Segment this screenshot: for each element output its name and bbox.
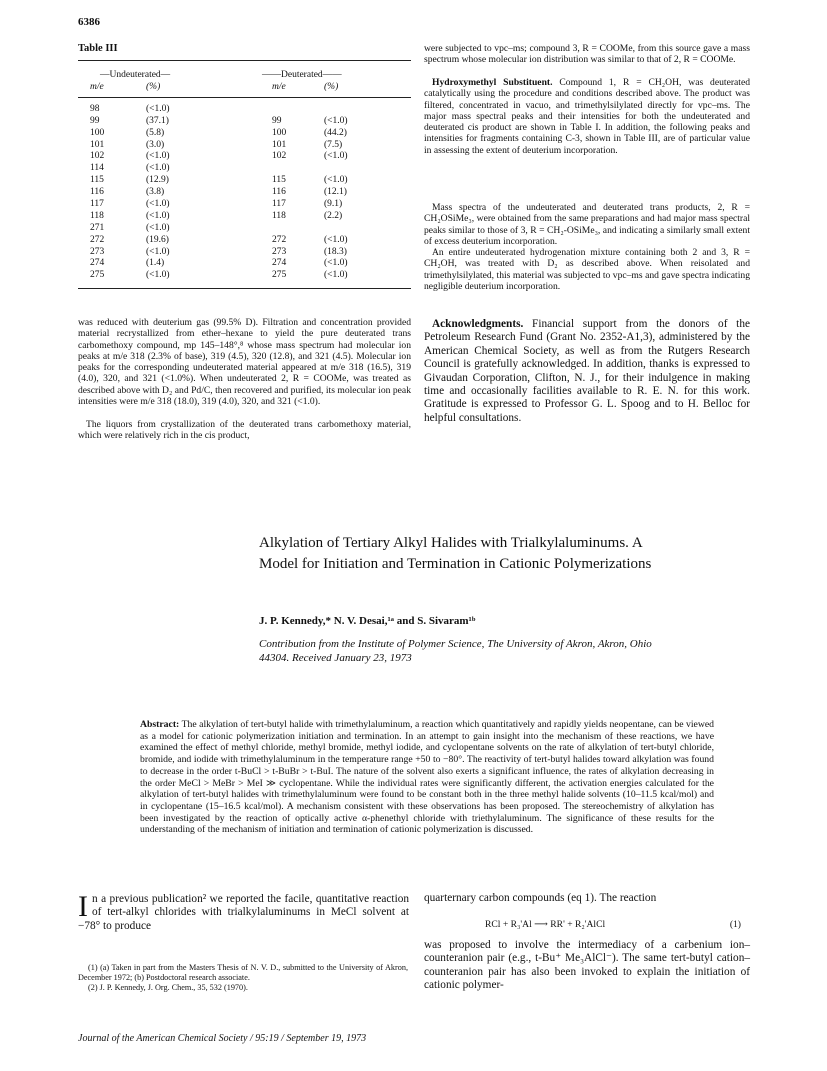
- table-cell: 99: [272, 115, 282, 126]
- table-cell: (1.4): [146, 258, 165, 269]
- table-cell: (<1.0): [324, 258, 348, 269]
- table-row: [84, 211, 409, 223]
- table-cell: (<1.0): [324, 115, 348, 126]
- table-row: [84, 235, 409, 247]
- journal-footer: Journal of the American Chemical Society / 95:19 / September 19, 1973: [78, 1033, 367, 1044]
- left-paragraph-2: The liquors from crystallization of the deuterated trans carbomethoxy material, which were relatively rich in the cis product,: [78, 419, 411, 442]
- intro-right-2: was proposed to involve the intermediacy of a carbenium ion–counteranion pair (e.g., t-Bu⁺ Me₃AlCl⁻). The same tert-butyl cation–counteranion pair has also been invoked to explain the initiation of cationic polymer-: [424, 939, 750, 992]
- equation-number: (1): [729, 919, 741, 930]
- table-cell: 98: [90, 103, 100, 114]
- footnote-1: (1) (a) Taken in part from the Masters Thesis of N. V. D., submitted to the University of Akron, December 1972; (b) Postdoctoral research associate.: [78, 963, 408, 982]
- table-group-header: [84, 70, 409, 82]
- table-cell: 99: [90, 115, 100, 126]
- table-row: [84, 140, 409, 152]
- table-cell: (<1.0): [146, 163, 170, 174]
- table-cell: (<1.0): [146, 151, 170, 162]
- intro-right-1: quarternary carbon compounds (eq 1). The reaction: [424, 892, 657, 904]
- table-iii: [84, 70, 409, 282]
- acknowledgments-text: Financial support from the donors of the Petroleum Research Fund (Grant No. 2352-A1,3), administered by the American Chemical Society, as well as from the Rutgers Research Council is gratefully acknowledged. In addition, thanks is expressed to Givaudan Corporation, Clifton, N. J., for their indulgence in making time and occasionally facilities available to R. E. N. for this work. Gratitude is expressed to Professor G. L. Spoog and to H. Belloc for helpful consultations.: [424, 318, 750, 424]
- table-cell: (2.2): [324, 210, 343, 221]
- table-cell: 100: [90, 127, 105, 138]
- table-cell: 101: [272, 139, 287, 150]
- table-cell: (7.5): [324, 139, 343, 150]
- table-cell: (37.1): [146, 115, 169, 126]
- table-row: [84, 223, 409, 235]
- table-cell: (3.8): [146, 187, 165, 198]
- table-cell: (<1.0): [324, 151, 348, 162]
- table-row: [84, 151, 409, 163]
- table-cell: (44.2): [324, 127, 347, 138]
- right-paragraph-4: An entire undeuterated hydrogenation mixture containing both 2 and 3, R = CH₂OH, was treated with D₂ as described above. When reisolated and trimethylsilylated, this material was subjected to vpc–ms and gave spectra indicating negligible deuterium incorporation.: [424, 247, 750, 292]
- table-cell: (<1.0): [324, 270, 348, 281]
- table-title: Table III: [78, 43, 118, 54]
- table-cell: 275: [272, 270, 287, 281]
- table-cell: 114: [90, 163, 104, 174]
- hydroxymethyl-heading: Hydroxymethyl Substituent.: [432, 77, 553, 88]
- table-cell: 118: [90, 210, 104, 221]
- table-cell: 115: [90, 175, 104, 186]
- table-cell: (<1.0): [146, 246, 170, 257]
- header-me-1: m/e: [90, 82, 104, 92]
- table-row: [84, 187, 409, 199]
- abstract-heading: Abstract:: [140, 719, 180, 730]
- table-row: [84, 116, 409, 128]
- table-row: [84, 199, 409, 211]
- right-paragraph-2: [424, 77, 750, 156]
- table-cell: 116: [272, 187, 286, 198]
- equation-1: [485, 919, 741, 930]
- table-cell: (19.6): [146, 234, 169, 245]
- table-cell: (12.1): [324, 187, 347, 198]
- table-cell: (<1.0): [146, 270, 170, 281]
- hydroxymethyl-text: Compound 1, R = CH₂OH, was deuterated catalytically using the procedure and conditions described above. The product was filtered, concentrated in vacuo, and trimethylsilylated directly for vpc–ms. The major mass spectral peaks and their intensities for both the undeuterated and deuterated cis product are shown in Table I. In addition, the following peaks and intensities for fragments containing C-3, shown in Table III, are of particular value in assessing the extent of deuterium incorporation.: [424, 77, 750, 156]
- acknowledgments-heading: Acknowledgments.: [432, 318, 524, 330]
- table-cell: (18.3): [324, 246, 347, 257]
- table-cell: 117: [272, 199, 286, 210]
- table-cell: (<1.0): [146, 103, 170, 114]
- left-paragraph-1: was reduced with deuterium gas (99.5% D). Filtration and concentration provided material recrystallized from ether–hexane to yield the pure deuterated trans carbomethoxy compound, mp 145–148°,⁸ whose mass spectrum had molecular ion peaks at m/e 318 (2.3% of base), 319 (4.5), 320 (12.8), and 321 (4.5). Molecular ion peaks for the corresponding undeuterated material appeared at m/e 318 (16.5), 319 (4.0), 320, and 321 (<1.0%). When undeuterated 2, R = COOMe, was treated as described above with D₂ and Pd/C, then recovered and purified, its molecular ion peak intensities were m/e 318 (18.0), 319 (4.0), 320, and 321 (<1.0).: [78, 317, 411, 408]
- table-header-row: [84, 82, 409, 94]
- table-bottom-rule: [78, 288, 411, 289]
- footnote-2: (2) J. P. Kennedy, J. Org. Chem., 35, 532 (1970).: [88, 982, 248, 992]
- table-row: [84, 247, 409, 259]
- table-cell: 272: [272, 234, 287, 245]
- table-cell: (<1.0): [324, 175, 348, 186]
- table-cell: (12.9): [146, 175, 169, 186]
- acknowledgments: [424, 318, 750, 425]
- header-me-2: m/e: [272, 82, 286, 92]
- table-cell: 275: [90, 270, 105, 281]
- table-row: [84, 104, 409, 116]
- table-cell: (9.1): [324, 199, 343, 210]
- group-deuterated: ——Deuterated——: [262, 70, 342, 80]
- table-cell: (<1.0): [324, 234, 348, 245]
- right-paragraph-3: Mass spectra of the undeuterated and deuterated trans products, 2, R = CH₂OSiMe₃, were obtained from the same preparations and had major mass spectral peaks similar to those of 3, R = CH₂-OSiMe₃, and indicating a similarly small extent of excess deuterium incorporation.: [424, 202, 750, 247]
- header-pct-2: (%): [324, 82, 339, 92]
- intro-left: [78, 890, 409, 933]
- right-paragraph-1: were subjected to vpc–ms; compound 3, R = COOMe, from this source gave a mass spectrum whose molecular ion distribution was similar to that of 2, R = COOMe.: [424, 43, 750, 66]
- group-undeuterated: —Undeuterated—: [100, 70, 171, 80]
- table-cell: 273: [90, 246, 105, 257]
- table-row: [84, 175, 409, 187]
- article-affiliation: Contribution from the Institute of Polymer Science, The University of Akron, Akron, Ohio 44304. Received January 23, 1973: [259, 638, 652, 664]
- table-cell: 274: [272, 258, 287, 269]
- table-cell: 115: [272, 175, 286, 186]
- table-top-rule: [78, 60, 411, 61]
- footnotes: [78, 963, 408, 992]
- equation-text: RCl + R₃'Al ⟶ RR' + R₂'AlCl: [485, 919, 606, 930]
- table-row: [84, 128, 409, 140]
- table-cell: 271: [90, 222, 105, 233]
- table-cell: (3.0): [146, 139, 165, 150]
- table-cell: 273: [272, 246, 287, 257]
- table-cell: 117: [90, 199, 104, 210]
- table-cell: 102: [90, 151, 105, 162]
- table-row: [84, 163, 409, 175]
- table-header-rule: [78, 97, 411, 98]
- article-title: Alkylation of Tertiary Alkyl Halides with Trialkylaluminums. A Model for Initiation and Termination in Cationic Polymerizations: [259, 535, 652, 572]
- table-cell: 100: [272, 127, 287, 138]
- page-number: 6386: [78, 16, 100, 28]
- drop-cap: I: [78, 890, 88, 923]
- table-cell: 102: [272, 151, 287, 162]
- article-authors: J. P. Kennedy,* N. V. Desai,¹ᵃ and S. Sivaram¹ᵇ: [259, 615, 476, 627]
- table-cell: (<1.0): [146, 199, 170, 210]
- intro-left-text: n a previous publication² we reported the facile, quantitative reaction of tert-alkyl chlorides with trialkylaluminums in MeCl solvent at −78° to produce: [78, 893, 409, 932]
- header-pct-1: (%): [146, 82, 161, 92]
- table-cell: (<1.0): [146, 222, 170, 233]
- table-cell: (5.8): [146, 127, 165, 138]
- table-row: [84, 270, 409, 282]
- table-cell: 274: [90, 258, 105, 269]
- table-cell: 101: [90, 139, 105, 150]
- table-body: [84, 104, 409, 282]
- table-cell: 272: [90, 234, 105, 245]
- table-cell: 116: [90, 187, 104, 198]
- abstract: [140, 719, 714, 836]
- abstract-text: The alkylation of tert-butyl halide with trimethylaluminum, a reaction which quantitatively and rapidly yields neopentane, can be viewed as a model for cationic polymerization initiation and termination. In an attempt to gain insight into the mechanism of these reactions, we have examined the effect of methyl chloride, methyl bromide, methyl iodide, and cyclopentane solvents on the rate of alkylation of tert-butyl chloride, bromide, and iodide with trimethylaluminum in the temperature range +50 to −80°. The reactivity of tert-butyl halides toward alkylation was found to decrease in the order t-BuCl > t-BuBr > t-BuI. The nature of the solvent also exerts a significant influence, the rates of alkylation decreasing in the order MeCl > MeBr > MeI ≫ cyclopentane. While the individual rates were significantly different, the activation energies calculated for the alkylation of tert-butyl halides with trimethylaluminum were found to be constant both in the three methyl halide solvents (10–11.5 kcal/mol) and in cyclopentane (15–16.5 kcal/mol). A mechanism consistent with these observations has been proposed. The stereochemistry of alkylation has been investigated by the reaction of optically active α-phenethyl chloride with triethylaluminum. The significance of these results for the understanding of the mechanism of initiation and termination of cationic polymerization is discussed.: [140, 719, 714, 836]
- table-cell: 118: [272, 210, 286, 221]
- table-cell: (<1.0): [146, 210, 170, 221]
- table-row: [84, 258, 409, 270]
